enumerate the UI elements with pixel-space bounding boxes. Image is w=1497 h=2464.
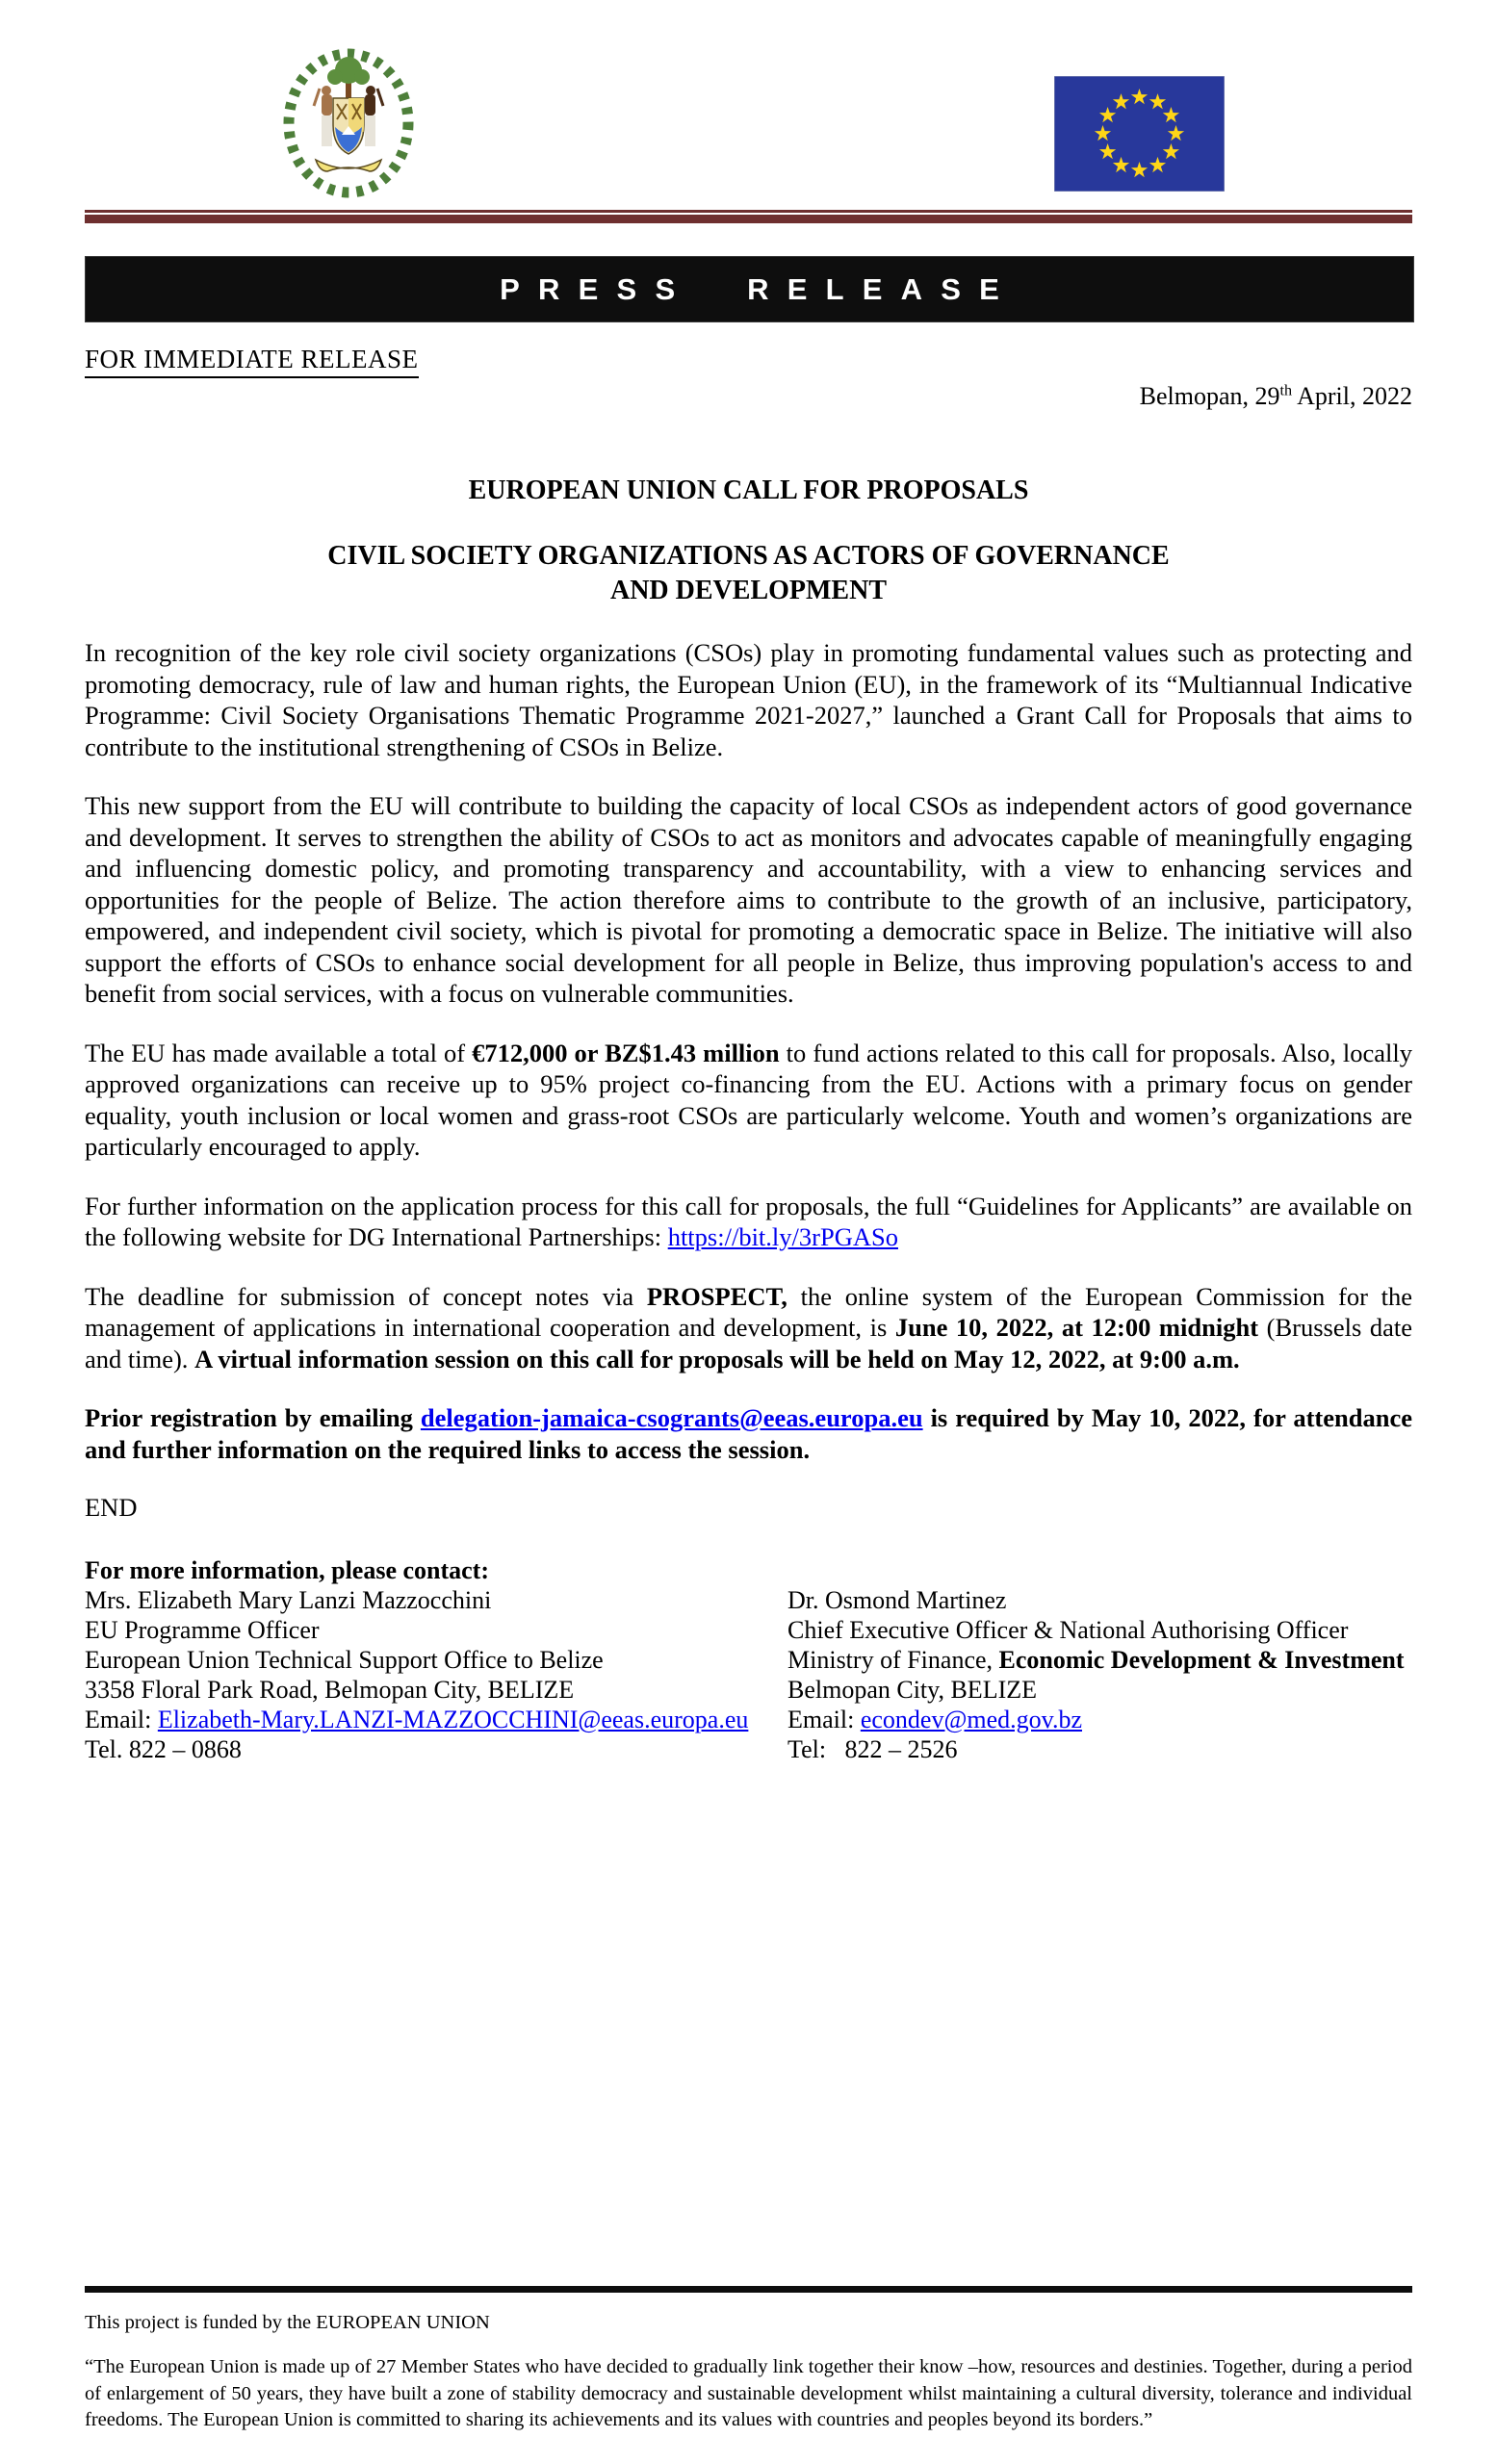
eu-flag-icon	[1054, 76, 1225, 192]
contact-organization	[85, 1645, 787, 1675]
body-text	[85, 637, 1412, 1764]
text-segment: Email:	[787, 1706, 861, 1733]
dateline-prefix: Belmopan, 29	[1139, 382, 1280, 410]
text-segment: Tel: 822 – 2526	[787, 1735, 958, 1763]
hyperlink[interactable]: econdev@med.gov.bz	[860, 1706, 1083, 1733]
contact-phone	[787, 1734, 1412, 1764]
text-segment: Prior registration by emailing	[85, 1403, 421, 1432]
subtitle-line-2: AND DEVELOPMENT	[609, 576, 887, 605]
contact-name	[787, 1585, 1412, 1615]
paragraph-4	[85, 1191, 1412, 1253]
contact-phone	[85, 1734, 787, 1764]
paragraph-6	[85, 1402, 1412, 1465]
paragraph-5	[85, 1281, 1412, 1375]
contact-organization	[787, 1645, 1412, 1675]
text-segment: 3358 Floral Park Road, Belmopan City, BELIZE	[85, 1676, 575, 1704]
contact-email	[787, 1705, 1412, 1734]
text-segment: June 10, 2022, at 12:00 midnight	[894, 1313, 1259, 1342]
text-segment: A virtual information session on this call for proposals will be held on May 12, 2022, at 9:00 a.m.	[194, 1344, 1240, 1373]
contact-email	[85, 1705, 787, 1734]
document-subtitle	[85, 539, 1412, 608]
paragraph-3	[85, 1038, 1412, 1163]
dateline	[1140, 382, 1412, 411]
text-segment: to fund actions related to this call for proposals. Also, locally approved organizations can receive up to 95% project co-financing from the EU. Actions with a primary focus on gender equality, youth inclusion or local women and grass-root CSOs are particularly welcome. Youth and women’s organizations are particularly encouraged to apply.	[85, 1038, 1412, 1161]
contact-columns	[85, 1585, 1412, 1764]
text-segment: Mrs. Elizabeth Mary Lanzi Mazzocchini	[85, 1586, 492, 1614]
text-segment: EU Programme Officer	[85, 1616, 320, 1644]
text-segment: is required by May 10, 2022, for attendance and further information on the required links to access the session.	[85, 1403, 1412, 1464]
text-segment: (Brussels date and time).	[85, 1313, 1412, 1373]
banner-title: PRESS RELEASE	[500, 271, 1019, 306]
text-segment: Chief Executive Officer & National Authorising Officer	[787, 1616, 1349, 1644]
text-segment: Economic Development & Investment	[998, 1646, 1405, 1674]
text-segment: €712,000 or BZ$1.43 million	[472, 1038, 780, 1067]
funding-statement: This project is funded by the EUROPEAN UNION	[85, 2312, 490, 2333]
text-segment: The deadline for submission of concept notes via	[85, 1281, 647, 1311]
text-segment: Belmopan City, BELIZE	[787, 1676, 1037, 1704]
hyperlink[interactable]: https://bit.ly/3rPGASo	[667, 1222, 898, 1251]
hyperlink[interactable]: delegation-jamaica-csogrants@eeas.europa.eu	[420, 1403, 923, 1432]
paragraph-2	[85, 790, 1412, 1010]
text-segment: For further information on the application process for this call for proposals, the full “Guidelines for Applicants” are available on the following website for DG International Partnerships:	[85, 1191, 1412, 1251]
text-segment: the online system of the European Commission for the management of applications in international cooperation and development, is	[85, 1281, 1413, 1342]
text-segment: The EU has made available a total of	[85, 1038, 473, 1067]
dateline-suffix: April, 2022	[1292, 382, 1412, 410]
contact-title	[85, 1615, 787, 1645]
contact-heading: For more information, please contact:	[85, 1556, 489, 1584]
end-marker: END	[85, 1493, 138, 1522]
text-segment: European Union Technical Support Office to Belize	[85, 1646, 604, 1674]
subtitle-line-1: CIVIL SOCIETY ORGANIZATIONS AS ACTORS OF GOVERNANCE	[327, 541, 1170, 571]
paragraph-1	[85, 637, 1412, 762]
text-segment: In recognition of the key role civil society organizations (CSOs) play in promoting fundamental values such as protecting and promoting democracy, rule of law and human rights, the European Union (EU), in the framework of its “Multiannual Indicative Programme: Civil Society Organisations Thematic Programme 2021-2027,” launched a Grant Call for Proposals that aims to contribute to the institutional strengthening of CSOs in Belize.	[85, 638, 1412, 761]
contact-address	[787, 1675, 1412, 1705]
belize-coat-of-arms-icon	[271, 38, 426, 204]
for-immediate-release-label: FOR IMMEDIATE RELEASE	[85, 345, 419, 378]
text-segment: Tel. 822 – 0868	[85, 1735, 242, 1763]
text-segment: Email:	[85, 1706, 158, 1733]
text-segment: PROSPECT,	[646, 1281, 787, 1311]
contact-right-column	[787, 1585, 1412, 1764]
contact-name	[85, 1585, 787, 1615]
contact-left-column	[85, 1585, 787, 1764]
press-release-banner	[85, 256, 1414, 322]
hyperlink[interactable]: Elizabeth-Mary.LANZI-MAZZOCCHINI@eeas.europa.eu	[157, 1706, 749, 1733]
text-segment: Dr. Osmond Martinez	[787, 1586, 1007, 1614]
text-segment: This new support from the EU will contribute to building the capacity of local CSOs as independent actors of good governance and development. It serves to strengthen the ability of CSOs to act as monitors and advocates capable of meaningfully engaging and influencing domestic policy, and promoting transparency and accountability, with a view to enhancing services and opportunities for the people of Belize. The action therefore aims to contribute to the growth of an inclusive, participatory, empowered, and independent civil society, which is pivotal for promoting a democratic space in Belize. The initiative will also support the efforts of CSOs to enhance social development for all people in Belize, thus improving population's access to and benefit from social services, with a focus on vulnerable communities.	[85, 791, 1412, 1008]
document-title: EUROPEAN UNION CALL FOR PROPOSALS	[468, 475, 1029, 505]
contact-title	[787, 1615, 1412, 1645]
contact-address	[85, 1675, 787, 1705]
eu-boilerplate-quote: “The European Union is made up of 27 Member States who have decided to gradually link together their know –how, resources and destinies. Together, during a period of enlargement of 50 years, they have built a zone of stability democracy and sustainable development whilst maintaining a cultural diversity, tolerance and individual freedoms. The European Union is committed to sharing its achievements and its values with countries and peoples beyond its borders.”	[85, 2356, 1412, 2430]
header-divider	[85, 210, 1412, 223]
footer-divider	[85, 2286, 1412, 2293]
text-segment: Ministry of Finance,	[787, 1646, 999, 1674]
dateline-ordinal: th	[1279, 382, 1293, 399]
